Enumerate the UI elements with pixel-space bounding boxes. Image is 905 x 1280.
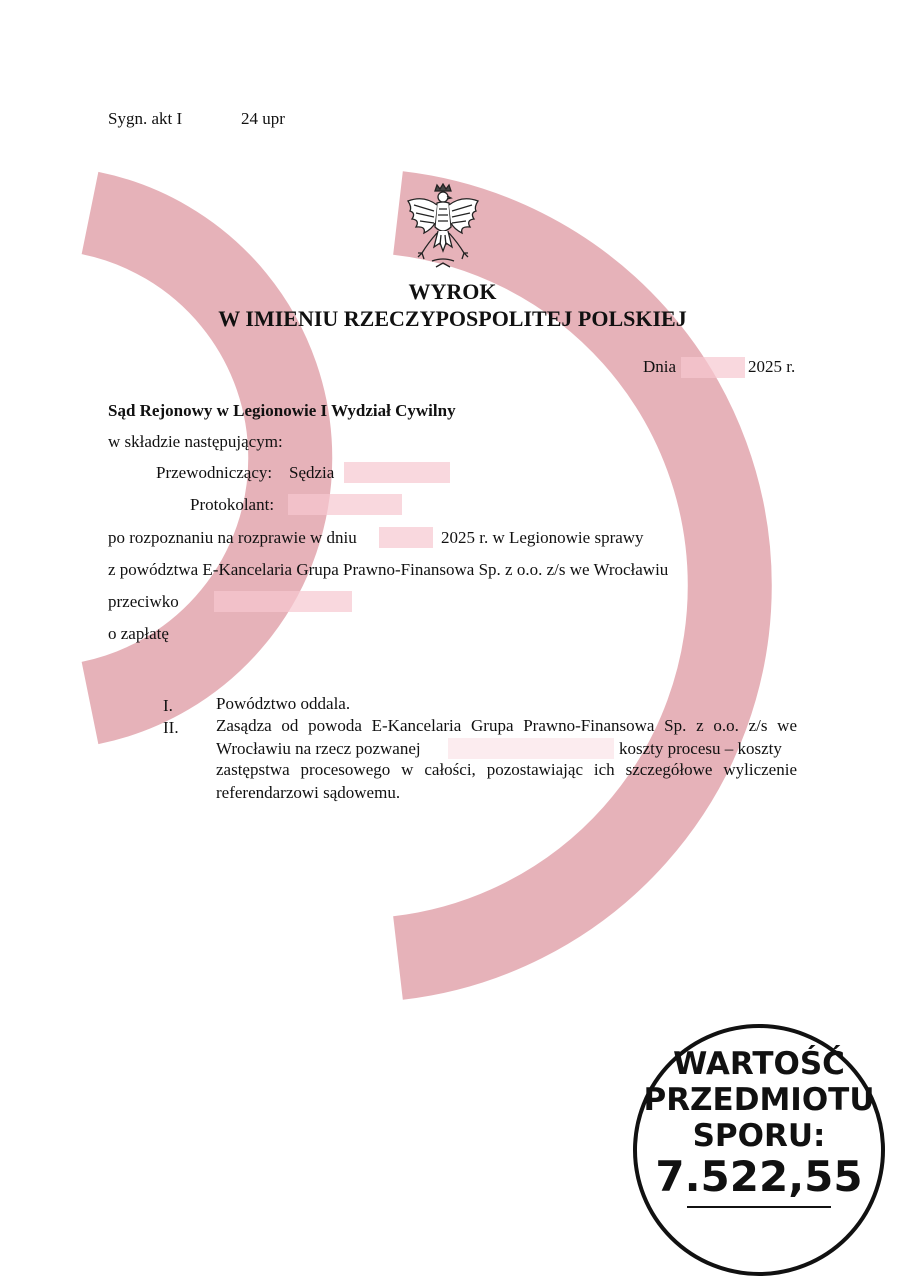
against-label: przeciwko: [108, 592, 179, 611]
ruling-2-line3: zastępstwa procesowego w całości, pozostawiając ich szczegółowe wyliczenie: [216, 760, 797, 779]
stamp-line-3: SPORU:: [692, 1118, 826, 1154]
polish-eagle-emblem-icon: [404, 183, 482, 271]
date-suffix: 2025 r.: [748, 357, 796, 376]
case-subject: o zapłatę: [108, 624, 169, 643]
chair-label: Przewodniczący:: [156, 463, 273, 482]
date-prefix: Dnia: [643, 357, 677, 376]
hearing-prefix: po rozpoznaniu na rozprawie w dniu: [108, 528, 357, 547]
ruling-1-text: Powództwo oddala.: [216, 694, 351, 713]
judgment-title: WYROK: [408, 279, 497, 304]
ruling-2-line4: referendarzowi sądowemu.: [216, 783, 401, 802]
redacted-date: [681, 357, 745, 378]
ruling-1-number: I.: [163, 696, 173, 715]
stamp-line-1: WARTOŚĆ: [673, 1046, 845, 1082]
redacted-defendant-2: [448, 738, 614, 759]
stamp-line-2: PRZEDMIOTU: [643, 1082, 875, 1118]
ruling-2-number: II.: [163, 718, 179, 737]
redacted-judge-name: [344, 462, 450, 483]
plaintiff: z powództwa E-Kancelaria Grupa Prawno-Finansowa Sp. z o.o. z/s we Wrocławiu: [108, 560, 669, 579]
ruling-2-line2-b: koszty procesu – koszty: [619, 739, 782, 758]
chair-title: Sędzia: [289, 463, 335, 482]
judgment-subtitle: W IMIENIU RZECZYPOSPOLITEJ POLSKIEJ: [218, 306, 687, 331]
case-signature-suffix: 24 upr: [241, 109, 285, 128]
claim-value-stamp: [633, 1024, 885, 1276]
court-composition: w składzie następującym:: [108, 432, 283, 451]
stamp-underline: [687, 1206, 831, 1208]
redacted-clerk-name: [288, 494, 402, 515]
hearing-suffix: 2025 r. w Legionowie sprawy: [441, 528, 644, 547]
ruling-2-line1: Zasądza od powoda E-Kancelaria Grupa Prawno-Finansowa Sp. z o.o. z/s we: [216, 716, 797, 735]
court-name: Sąd Rejonowy w Legionowie I Wydział Cywilny: [108, 401, 456, 420]
ruling-2-line2-a: Wrocławiu na rzecz pozwanej: [216, 739, 421, 758]
redacted-hearing-date: [379, 527, 433, 548]
clerk-label: Protokolant:: [190, 495, 275, 514]
redacted-defendant: [214, 591, 352, 612]
stamp-amount: 7.522,55: [655, 1152, 863, 1201]
case-signature-prefix: Sygn. akt I: [108, 109, 183, 128]
